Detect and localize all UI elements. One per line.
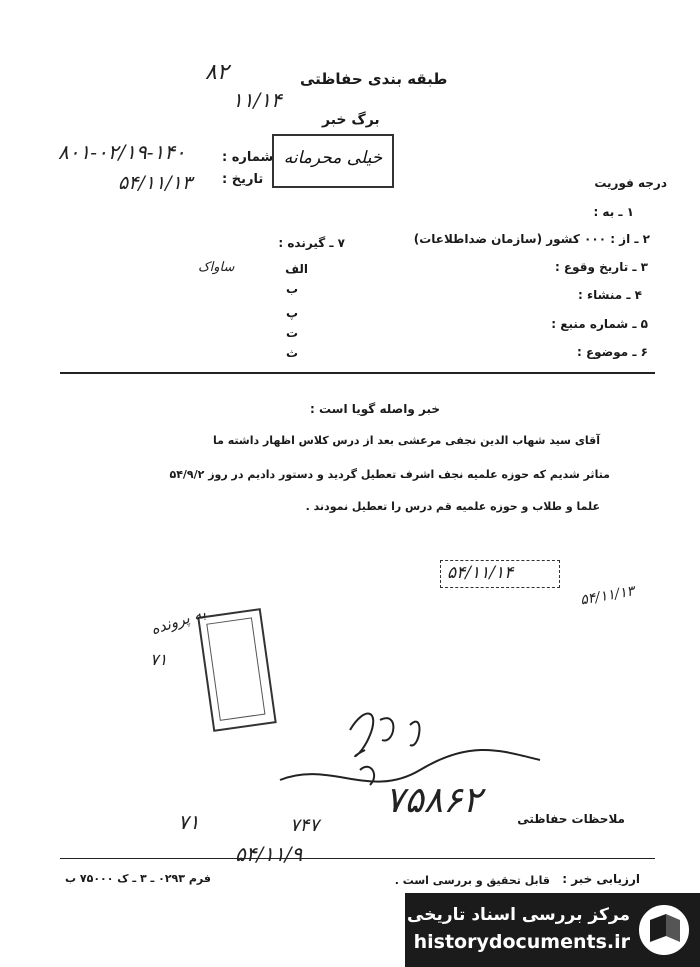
recipients-label: ۷ ـ گیرنده : bbox=[278, 236, 345, 250]
watermark-bar bbox=[405, 893, 700, 967]
left-note-date: ۵۴/۱۱/۹ bbox=[235, 842, 303, 866]
scribble-number: ۷۱ bbox=[150, 650, 168, 669]
field-source-number: ۵ ـ شماره منبع : bbox=[551, 317, 648, 331]
field-from: ۲ ـ از : ۰۰۰ کشور (سازمان ضداطلاعات) bbox=[413, 232, 650, 246]
classification-stamp-text: خیلی محرمانه bbox=[283, 148, 383, 168]
handwritten-corner-number: ۸۲ bbox=[205, 60, 229, 85]
boxed-number-stamp bbox=[440, 560, 560, 588]
watermark-center-name: مرکز بررسی اسناد تاریخی bbox=[407, 905, 630, 925]
side-note-date: ۵۴/۱۱/۱۳ bbox=[579, 583, 636, 609]
archive-logo-icon bbox=[636, 902, 692, 958]
news-line-1: آقای سید شهاب الدین نجفی مرعشی بعد از درس کلاس اظهار داشته ما bbox=[212, 434, 600, 447]
left-note-1: ۷۱ bbox=[178, 810, 200, 834]
stamp-handwritten-note: به پرونده bbox=[148, 603, 208, 639]
recipient-letter: ت bbox=[285, 326, 298, 340]
archive-stamp-inner bbox=[206, 617, 265, 720]
header-divider bbox=[60, 372, 655, 374]
big-reference-number: ۷۵۸۶۲ bbox=[385, 780, 482, 821]
evaluation-label: ارزیابی خبر : bbox=[562, 872, 640, 886]
date-label: تاریخ : bbox=[222, 172, 264, 187]
footer-divider bbox=[60, 858, 655, 859]
urgency-label: درجه فوریت bbox=[594, 176, 667, 190]
field-subject: ۶ ـ موضوع : bbox=[576, 345, 648, 359]
field-to: ۱ ـ به : bbox=[593, 205, 634, 219]
classification-label: طبقه بندی حفاظتی bbox=[300, 70, 448, 88]
number-value: ۸۰۱-۰۲/۱۹-۱۴۰ bbox=[58, 140, 186, 164]
classification-stamp bbox=[272, 134, 394, 188]
news-intro: خبر واصله گویا است : bbox=[310, 402, 440, 416]
recipient-letter: پ bbox=[285, 306, 298, 320]
news-line-3: علما و طلاب و حوزه علمیه قم درس را تعطیل نمودند . bbox=[305, 500, 600, 513]
recipient-letter: ث bbox=[285, 346, 298, 360]
date-value: ۵۴/۱۱/۱۳ bbox=[118, 172, 193, 194]
boxed-number-text: ۵۴/۱۱/۱۴ bbox=[447, 563, 514, 583]
recipient-letter: الف bbox=[285, 262, 308, 276]
evaluation-value: قابل تحقیق و بررسی است . bbox=[394, 874, 550, 887]
handwritten-corner-date: ۱۱/۱۴ bbox=[232, 88, 282, 112]
form-title: برگ خبر bbox=[322, 112, 380, 128]
security-notes-label: ملاحظات حفاظتی bbox=[517, 812, 625, 826]
watermark-url: historydocuments.ir bbox=[413, 931, 630, 953]
field-origin: ۴ ـ منشاء : bbox=[578, 288, 642, 302]
number-label: شماره : bbox=[222, 150, 274, 165]
recipient-letter: ب bbox=[285, 282, 298, 296]
field-event-date: ۳ ـ تاریخ وقوع : bbox=[554, 260, 648, 274]
recipient-value: ساواک bbox=[198, 260, 235, 275]
form-code: فرم ۰۲۹۳ ـ ۳ ـ ک ۷۵۰۰۰ ب bbox=[65, 872, 211, 885]
left-note-2: ۷۴۷ bbox=[290, 815, 320, 836]
news-line-2: متاثر شدیم که حوزه علمیه نجف اشرف تعطیل گردید و دستور دادیم در روز ۵۴/۹/۲ bbox=[169, 468, 610, 481]
archive-stamp bbox=[197, 608, 277, 732]
